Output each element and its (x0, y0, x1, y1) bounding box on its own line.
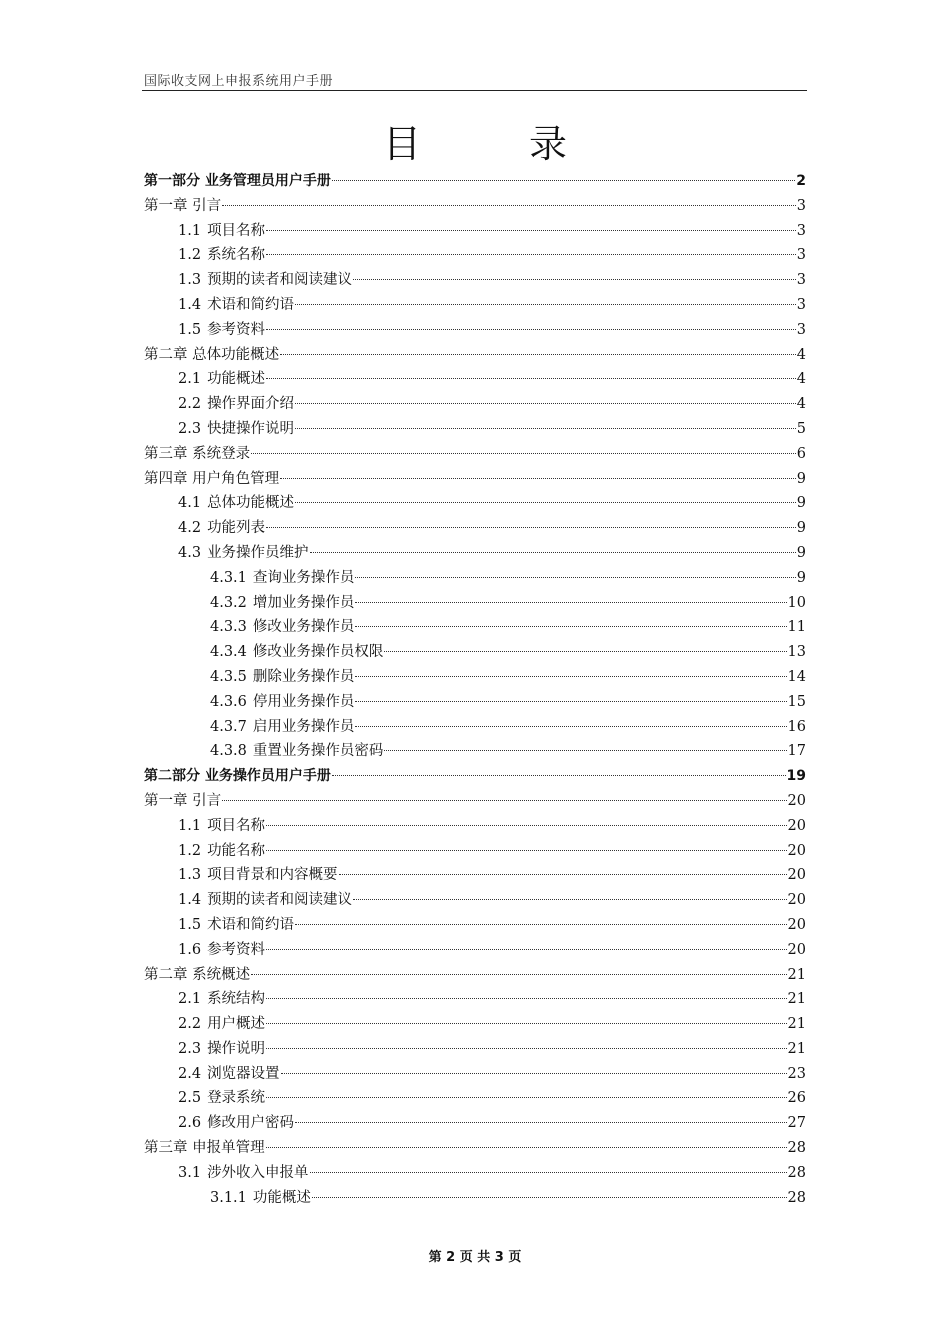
toc-entry-text: 第一章 引言 (144, 197, 222, 214)
toc-entry-number: 4.3.1 (210, 569, 247, 586)
toc-entry-label (178, 491, 294, 516)
toc-entry-text: 重置业务操作员密码 (252, 743, 384, 760)
dot-leader (281, 1073, 787, 1074)
toc-entry-text: 第三章 申报单管理 (144, 1140, 265, 1157)
toc-entry-text: 第二部分 业务操作员用户手册 (144, 768, 331, 785)
toc-entry-text: 总体功能概述 (207, 495, 295, 512)
toc-entry-text: 第四章 用户角色管理 (144, 470, 280, 487)
toc-entry-number: 2.6 (178, 1115, 202, 1132)
toc-entry-number: 1.1 (178, 222, 202, 239)
toc-entry-number: 4.3.4 (210, 644, 247, 661)
toc-page-number: 3 (796, 247, 806, 264)
toc-entry-label (178, 219, 265, 244)
toc-entry[interactable] (144, 640, 806, 665)
toc-entry-number: 1.3 (178, 272, 202, 289)
dot-leader (355, 602, 786, 603)
toc-entry-number: 1.1 (178, 817, 202, 834)
toc-entry-text: 第二章 系统概述 (144, 966, 251, 983)
toc-entry-number: 4.3.5 (210, 668, 247, 685)
toc-entry-label (178, 1161, 309, 1186)
toc-page-number: 9 (796, 470, 806, 487)
toc-entry-label (178, 1037, 265, 1062)
toc-entry[interactable] (144, 169, 806, 194)
toc-page-number: 15 (787, 693, 806, 710)
toc-entry[interactable] (144, 343, 806, 368)
toc-entry-number: 1.3 (178, 867, 202, 884)
toc-entry-number: 2.1 (178, 991, 202, 1008)
toc-page-number: 3 (796, 321, 806, 338)
toc-entry-label (210, 1186, 311, 1211)
dot-leader (295, 428, 796, 429)
toc-page-number: 14 (787, 668, 806, 685)
dot-leader (266, 825, 786, 826)
toc-entry-label (144, 963, 250, 988)
toc-entry[interactable] (144, 1161, 806, 1186)
toc-entry-label (178, 541, 309, 566)
toc-page-number: 3 (796, 296, 806, 313)
toc-entry[interactable] (144, 1086, 806, 1111)
toc-entry-label (210, 640, 383, 665)
toc-entry-text: 功能名称 (207, 842, 266, 859)
toc-entry-number: 3.1 (178, 1164, 202, 1181)
toc-entry-text: 涉外收入申报单 (207, 1164, 309, 1181)
dot-leader (266, 527, 796, 528)
toc-entry-label (178, 913, 294, 938)
dot-leader (355, 726, 786, 727)
toc-entry-text: 快捷操作说明 (207, 420, 295, 437)
toc-entry-label (178, 392, 294, 417)
toc-entry-label (178, 1111, 294, 1136)
dot-leader (332, 775, 786, 776)
toc-entry[interactable] (144, 963, 806, 988)
toc-entry-text: 增加业务操作员 (252, 594, 355, 611)
toc-entry-number: 4.3.8 (210, 743, 247, 760)
toc-entry-text: 浏览器设置 (207, 1065, 280, 1082)
toc-entry[interactable] (144, 442, 806, 467)
toc-entry-text: 业务操作员维护 (207, 544, 309, 561)
toc-entry[interactable] (144, 467, 806, 492)
toc-entry[interactable] (144, 888, 806, 913)
toc-page-number: 20 (787, 941, 806, 958)
toc-entry-label (210, 715, 354, 740)
toc-entry[interactable] (144, 715, 806, 740)
toc-entry-label (178, 1012, 265, 1037)
dot-leader (295, 403, 796, 404)
toc-entry-number: 3.1.1 (210, 1189, 247, 1206)
toc-entry-label (210, 615, 354, 640)
toc-entry-text: 参考资料 (207, 321, 266, 338)
toc-entry[interactable] (144, 367, 806, 392)
dot-leader (280, 478, 796, 479)
toc-entry-label (178, 1086, 265, 1111)
toc-page-number: 21 (787, 991, 806, 1008)
dot-leader (280, 354, 796, 355)
toc-entry[interactable] (144, 814, 806, 839)
toc-entry-label (178, 243, 265, 268)
toc-entry-label (144, 764, 331, 789)
toc-entry-text: 第一章 引言 (144, 792, 222, 809)
page-title: 目 录 (382, 122, 616, 166)
toc-entry-number: 2.4 (178, 1065, 202, 1082)
toc-entry[interactable] (144, 1062, 806, 1087)
toc-entry-text: 预期的读者和阅读建议 (207, 892, 353, 909)
toc-page-number: 21 (787, 1040, 806, 1057)
toc-entry[interactable] (144, 789, 806, 814)
toc-entry-label (144, 1136, 265, 1161)
dot-leader (355, 676, 786, 677)
toc-page-number: 2 (796, 173, 806, 189)
toc-page-number: 11 (787, 619, 806, 636)
dot-leader (355, 701, 786, 702)
toc-entry[interactable] (144, 938, 806, 963)
dot-leader (251, 974, 786, 975)
toc-entry[interactable] (144, 417, 806, 442)
toc-entry-label (178, 417, 294, 442)
toc-entry[interactable] (144, 665, 806, 690)
toc-page-number: 28 (787, 1189, 806, 1206)
toc-entry[interactable] (144, 318, 806, 343)
dot-leader (295, 924, 786, 925)
toc-entry-label (210, 739, 383, 764)
toc-entry-number: 2.1 (178, 371, 202, 388)
toc-page-number: 10 (787, 594, 806, 611)
toc-page-number: 26 (787, 1090, 806, 1107)
toc-entry[interactable] (144, 243, 806, 268)
toc-entry[interactable] (144, 219, 806, 244)
toc-entry-text: 功能列表 (207, 520, 266, 537)
toc-entry[interactable] (144, 1012, 806, 1037)
toc-entry[interactable] (144, 1186, 806, 1211)
toc-entry-text: 术语和简约语 (207, 296, 295, 313)
toc-entry-text: 第二章 总体功能概述 (144, 346, 280, 363)
dot-leader (266, 850, 786, 851)
toc-entry-number: 4.2 (178, 520, 202, 537)
toc-page-number: 21 (787, 1016, 806, 1033)
toc-page-number: 20 (787, 892, 806, 909)
toc-entry-text: 项目名称 (207, 817, 266, 834)
toc-entry-text: 用户概述 (207, 1016, 266, 1033)
toc-entry-label (210, 566, 354, 591)
toc-entry-label (178, 293, 294, 318)
toc-page-number: 9 (796, 520, 806, 537)
toc-entry[interactable] (144, 987, 806, 1012)
toc-entry-label (178, 516, 265, 541)
toc-entry-number: 1.5 (178, 916, 202, 933)
toc-page-number: 9 (796, 544, 806, 561)
toc-page-number: 21 (787, 966, 806, 983)
toc-entry-label (178, 863, 338, 888)
toc-entry-text: 功能概述 (207, 371, 266, 388)
running-header: 国际收支网上申报系统用户手册 (144, 74, 334, 89)
toc-entry[interactable] (144, 566, 806, 591)
toc-entry-label (178, 888, 352, 913)
toc-entry-number: 1.2 (178, 247, 202, 264)
dot-leader (295, 502, 796, 503)
toc-entry-label (144, 789, 221, 814)
toc-entry-number: 4.3.3 (210, 619, 247, 636)
dot-leader (222, 205, 796, 206)
toc-page-number: 20 (787, 842, 806, 859)
toc-entry-text: 系统名称 (207, 247, 266, 264)
toc-entry[interactable] (144, 516, 806, 541)
toc-entry-text: 操作界面介绍 (207, 396, 295, 413)
dot-leader (251, 453, 796, 454)
dot-leader (312, 1197, 787, 1198)
toc-entry-text: 修改用户密码 (207, 1115, 295, 1132)
toc-page-number: 6 (796, 445, 806, 462)
toc-entry-label (178, 938, 265, 963)
dot-leader (266, 1048, 786, 1049)
toc-page-number: 20 (787, 867, 806, 884)
toc-entry[interactable] (144, 293, 806, 318)
toc-page-number: 16 (787, 718, 806, 735)
dot-leader (355, 626, 786, 627)
dot-leader (266, 998, 786, 999)
toc-entry-text: 系统结构 (207, 991, 266, 1008)
toc-entry-label (210, 665, 354, 690)
toc-page-number: 3 (796, 272, 806, 289)
toc-entry[interactable] (144, 541, 806, 566)
toc-entry[interactable] (144, 615, 806, 640)
toc-entry-label (144, 194, 221, 219)
toc-entry-text: 删除业务操作员 (252, 668, 355, 685)
dot-leader (266, 949, 786, 950)
toc-entry-label (178, 318, 265, 343)
toc-entry-number: 2.3 (178, 1040, 202, 1057)
toc-page-number: 19 (786, 768, 806, 785)
toc-entry-number: 4.3.6 (210, 693, 247, 710)
toc-entry-text: 启用业务操作员 (252, 718, 355, 735)
toc-entry[interactable] (144, 1111, 806, 1136)
toc-entry-number: 1.5 (178, 321, 202, 338)
toc-entry-label (178, 367, 265, 392)
toc-page-number: 3 (796, 222, 806, 239)
dot-leader (384, 750, 786, 751)
toc-entry-text: 停用业务操作员 (252, 693, 355, 710)
toc-entry[interactable] (144, 392, 806, 417)
toc-entry-label (210, 690, 354, 715)
toc-page-number: 20 (787, 916, 806, 933)
dot-leader (353, 279, 796, 280)
toc-entry-label (144, 467, 279, 492)
toc-page-number: 20 (787, 817, 806, 834)
toc-entry[interactable] (144, 268, 806, 293)
toc-entry[interactable] (144, 1037, 806, 1062)
toc-entry-label (178, 814, 265, 839)
toc-entry-text: 第三章 系统登录 (144, 445, 251, 462)
toc-page-number: 3 (796, 197, 806, 214)
toc-entry-label (178, 268, 352, 293)
dot-leader (266, 254, 796, 255)
toc-entry-label (144, 343, 279, 368)
dot-leader (266, 1097, 786, 1098)
toc-entry-number: 4.3.2 (210, 594, 247, 611)
toc-entry[interactable] (144, 839, 806, 864)
toc-entry-number: 2.5 (178, 1090, 202, 1107)
toc-entry-number: 2.2 (178, 1016, 202, 1033)
toc-page-number: 17 (787, 743, 806, 760)
toc-entry[interactable] (144, 591, 806, 616)
toc-entry-text: 项目背景和内容概要 (207, 867, 338, 884)
toc-entry-label (178, 839, 265, 864)
toc-entry-text: 参考资料 (207, 941, 266, 958)
toc-page-number: 20 (787, 792, 806, 809)
toc-entry[interactable] (144, 764, 806, 789)
toc-entry[interactable] (144, 863, 806, 888)
dot-leader (222, 800, 786, 801)
dot-leader (266, 1023, 786, 1024)
toc-entry-text: 预期的读者和阅读建议 (207, 272, 353, 289)
toc-entry-label (144, 169, 331, 194)
toc-page-number: 9 (796, 569, 806, 586)
dot-leader (266, 230, 796, 231)
toc-page-number: 27 (787, 1115, 806, 1132)
toc-entry-label (178, 987, 265, 1012)
dot-leader (355, 577, 795, 578)
toc-entry-number: 1.4 (178, 296, 202, 313)
toc-entry-number: 4.3 (178, 544, 202, 561)
toc-entry[interactable] (144, 913, 806, 938)
toc-entry[interactable] (144, 739, 806, 764)
header-rule (142, 90, 807, 91)
toc-entry-text: 修改业务操作员 (252, 619, 355, 636)
toc-page-number: 13 (787, 644, 806, 661)
toc-page-number: 23 (787, 1065, 806, 1082)
toc-page-number: 5 (796, 420, 806, 437)
toc-page-number: 4 (796, 396, 806, 413)
table-of-contents (144, 169, 806, 1210)
toc-entry[interactable] (144, 1136, 806, 1161)
dot-leader (339, 874, 787, 875)
toc-page-number: 4 (796, 346, 806, 363)
toc-entry[interactable] (144, 491, 806, 516)
toc-entry-number: 2.2 (178, 396, 202, 413)
toc-entry-text: 修改业务操作员权限 (252, 644, 384, 661)
toc-entry-text: 登录系统 (207, 1090, 266, 1107)
page-footer: 第 2 页 共 3 页 (428, 1250, 522, 1265)
toc-entry-number: 1.2 (178, 842, 202, 859)
dot-leader (266, 329, 796, 330)
dot-leader (266, 1147, 787, 1148)
toc-page-number: 4 (796, 371, 806, 388)
toc-entry-text: 项目名称 (207, 222, 266, 239)
dot-leader (353, 899, 786, 900)
toc-entry-label (210, 591, 354, 616)
toc-entry-number: 2.3 (178, 420, 202, 437)
toc-page-number: 28 (787, 1164, 806, 1181)
toc-entry-label (144, 442, 250, 467)
toc-entry-label (178, 1062, 280, 1087)
toc-entry-text: 查询业务操作员 (252, 569, 355, 586)
dot-leader (310, 552, 796, 553)
dot-leader (310, 1172, 787, 1173)
toc-entry[interactable] (144, 194, 806, 219)
toc-entry-number: 4.1 (178, 495, 202, 512)
toc-entry-text: 操作说明 (207, 1040, 266, 1057)
toc-entry-text: 功能概述 (252, 1189, 311, 1206)
toc-entry[interactable] (144, 690, 806, 715)
dot-leader (384, 651, 786, 652)
dot-leader (266, 378, 796, 379)
toc-page-number: 28 (787, 1140, 806, 1157)
toc-page-number: 9 (796, 495, 806, 512)
toc-entry-number: 1.6 (178, 941, 202, 958)
toc-entry-number: 1.4 (178, 892, 202, 909)
toc-entry-number: 4.3.7 (210, 718, 247, 735)
toc-entry-text: 术语和简约语 (207, 916, 295, 933)
dot-leader (332, 180, 795, 181)
dot-leader (295, 304, 796, 305)
dot-leader (295, 1122, 786, 1123)
toc-entry-text: 第一部分 业务管理员用户手册 (144, 173, 331, 189)
